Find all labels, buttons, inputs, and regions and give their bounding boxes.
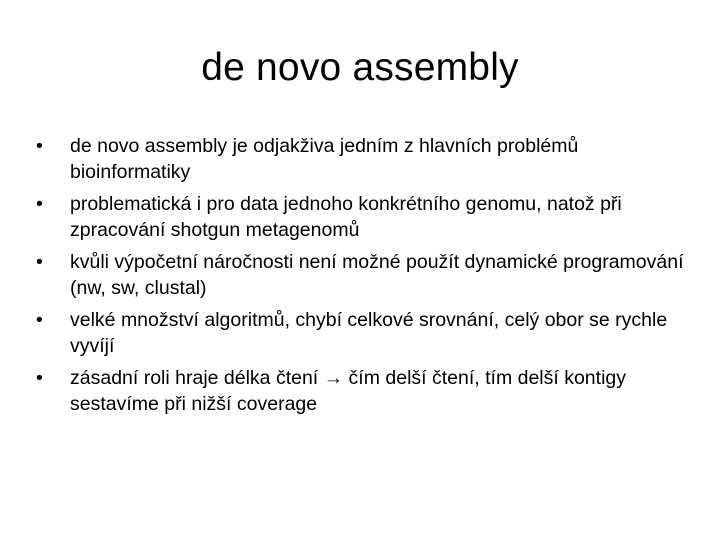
bullet-text: problematická i pro data jednoho konkrétního genomu, natož při zpracování shotgun metagenomů	[70, 193, 622, 241]
bullet-text: velké množství algoritmů, chybí celkové srovnání, celý obor se rychle vyvíjí	[70, 309, 668, 357]
bullet-item	[36, 249, 686, 301]
bullet-text: zásadní roli hraje délka čtení → čím delší čtení, tím delší kontigy sestavíme při nižší coverage	[70, 367, 626, 415]
bullet-icon: •	[36, 193, 43, 215]
bullet-text: kvůli výpočetní náročnosti není možné použít dynamické programování (nw, sw, clustal)	[70, 251, 684, 299]
bullet-icon: •	[36, 135, 43, 157]
slide-title: de novo assembly	[201, 46, 519, 89]
bullet-item	[36, 191, 686, 243]
bullet-item	[36, 133, 686, 185]
bullet-icon: •	[36, 251, 43, 273]
bullet-icon: •	[36, 309, 43, 331]
bullet-text: de novo assembly je odjakživa jedním z hlavních problémů bioinformatiky	[70, 135, 579, 183]
bullet-item	[36, 307, 686, 359]
bullet-item	[36, 365, 686, 417]
bullet-list	[36, 133, 686, 423]
bullet-icon: •	[36, 367, 43, 389]
